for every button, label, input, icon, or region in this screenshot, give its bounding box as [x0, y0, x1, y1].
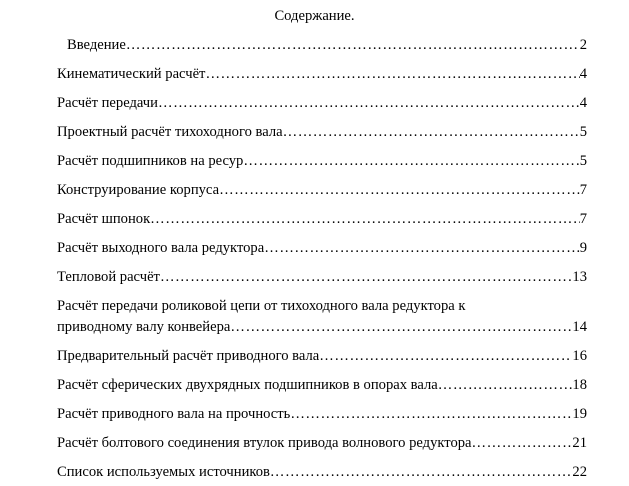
toc-page-number: 21	[572, 435, 587, 451]
toc-entry-roller-chain-line1[interactable]	[57, 297, 587, 315]
toc-entry-introduction[interactable]	[67, 36, 587, 54]
toc-page-number: 18	[572, 377, 587, 393]
toc-entry-label: Расчёт сферических двухрядных подшипников в опорах вала	[57, 377, 438, 393]
toc-entry-slow-shaft[interactable]	[57, 123, 587, 141]
toc-entry-housing[interactable]	[57, 181, 587, 199]
toc-page-number: 4	[579, 66, 587, 82]
toc-leader-dots	[290, 405, 572, 423]
toc-page-number: 14	[572, 319, 587, 335]
toc-page-number: 5	[579, 153, 587, 169]
toc-entry-label: Расчёт передачи	[57, 95, 158, 111]
toc-entry-label: Кинематический расчёт	[57, 66, 206, 82]
toc-entry-label: Расчёт шпонок	[57, 211, 151, 227]
toc-leader-dots	[283, 123, 580, 141]
toc-entry-label: Предварительный расчёт приводного вала	[57, 348, 320, 364]
toc-page-number: 16	[572, 348, 587, 364]
toc-entry-label: Конструирование корпуса	[57, 182, 220, 198]
toc-entry-keys[interactable]	[57, 210, 587, 228]
toc-entry-kinematic[interactable]	[57, 65, 587, 83]
toc-entry-label: Введение	[67, 37, 126, 53]
toc-page-number: 22	[572, 464, 587, 480]
toc-leader-dots	[319, 347, 572, 365]
toc-page-number: 19	[572, 406, 587, 422]
toc-entry-references[interactable]	[57, 463, 587, 481]
toc-entry-drive-shaft-strength[interactable]	[57, 405, 587, 423]
toc-page-number: 5	[579, 124, 587, 140]
toc-entry-output-shaft[interactable]	[57, 239, 587, 257]
toc-leader-dots	[219, 181, 580, 199]
toc-entry-label: Проектный расчёт тихоходного вала	[57, 124, 283, 140]
toc-page-number: 4	[579, 95, 587, 111]
toc-page-number: 13	[572, 269, 587, 285]
page-title: Содержание.	[274, 8, 355, 24]
toc-entry-bolted-joint[interactable]	[57, 434, 587, 452]
toc-page-number: 7	[579, 182, 587, 198]
toc-entry-label: Расчёт подшипников на ресур	[57, 153, 244, 169]
toc-leader-dots	[126, 36, 580, 54]
toc-leader-dots	[472, 434, 573, 452]
toc-entry-preliminary-drive-shaft[interactable]	[57, 347, 587, 365]
toc-entry-label: Список используемых источников	[57, 464, 270, 480]
toc-leader-dots	[438, 376, 573, 394]
toc-entry-thermal[interactable]	[57, 268, 587, 286]
toc-leader-dots	[160, 268, 572, 286]
toc-entry-spherical-bearings[interactable]	[57, 376, 587, 394]
toc-leader-dots	[158, 94, 580, 112]
toc-leader-dots	[243, 152, 579, 170]
toc-entry-label: Расчёт болтового соединения втулок привода волнового редуктора	[57, 435, 472, 451]
toc-entry-label: Расчёт передачи роликовой цепи от тихоходного вала редуктора к	[57, 298, 466, 314]
toc-entry-label: Тепловой расчёт	[57, 269, 160, 285]
toc-leader-dots	[264, 239, 579, 257]
toc-entry-label: Расчёт приводного вала на прочность	[57, 406, 291, 422]
toc-entry-label: приводному валу конвейера	[57, 319, 231, 335]
toc-page-number: 7	[579, 211, 587, 227]
toc-page-number: 2	[579, 37, 587, 53]
toc-leader-dots	[150, 210, 580, 228]
toc-leader-dots	[230, 318, 572, 336]
toc-entry-label: Расчёт выходного вала редуктора	[57, 240, 265, 256]
toc-entry-transmission[interactable]	[57, 94, 587, 112]
toc-leader-dots	[205, 65, 579, 83]
toc-entry-roller-chain-line2[interactable]	[57, 318, 587, 336]
toc-page-number: 9	[579, 240, 587, 256]
toc-leader-dots	[270, 463, 572, 481]
toc-entry-bearings-resource[interactable]	[57, 152, 587, 170]
